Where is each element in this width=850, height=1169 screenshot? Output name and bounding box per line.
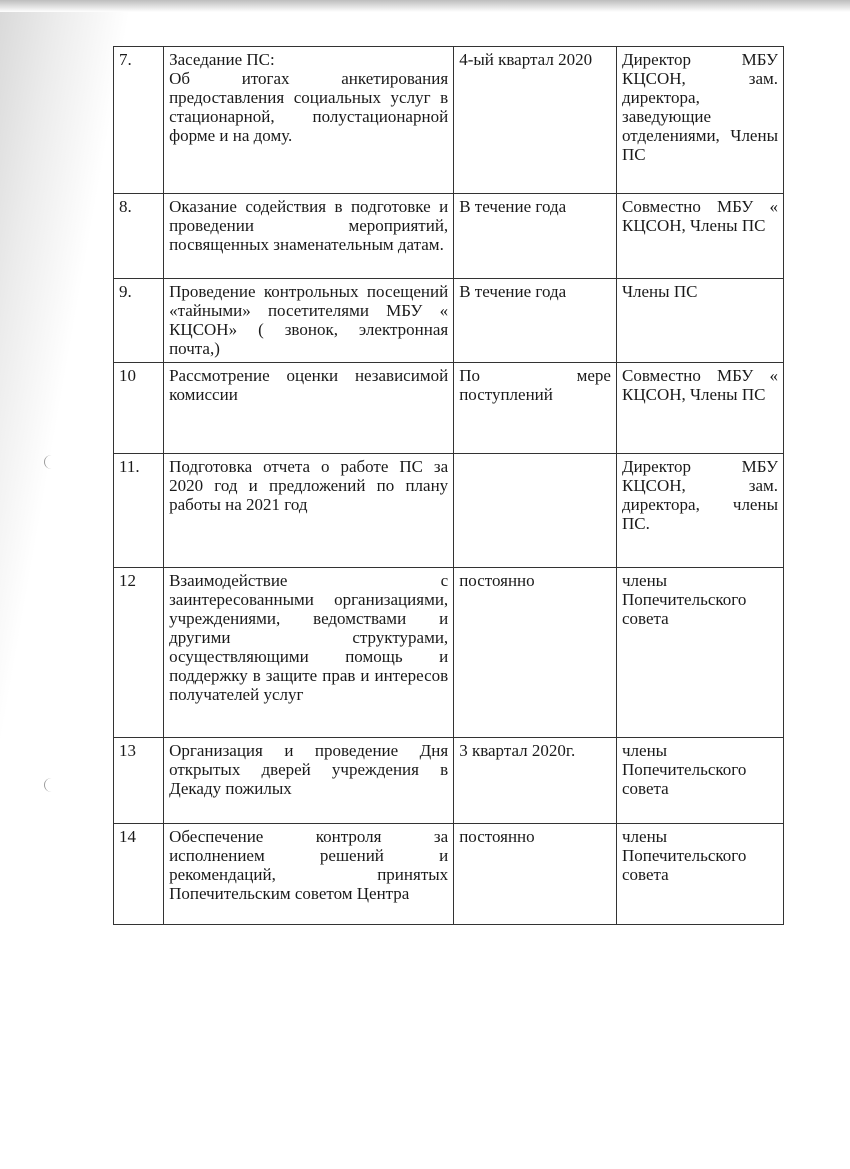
punch-hole-mark xyxy=(44,455,59,469)
table-row xyxy=(114,279,784,363)
table-row xyxy=(114,194,784,279)
term-cell: постоянно xyxy=(454,568,617,738)
event-cell: Обеспечение контроля за исполнением решений и рекомендаций, принятых Попечительским советом Центра xyxy=(164,824,454,925)
term-cell: В течение года xyxy=(454,194,617,279)
term-cell: 4-ый квартал 2020 xyxy=(454,47,617,194)
row-number: 12 xyxy=(114,568,164,738)
table-row xyxy=(114,47,784,194)
event-cell: Организация и проведение Дня открытых дверей учреждения в Декаду пожилых xyxy=(164,738,454,824)
event-cell: Проведение контрольных посещений «тайными» посетителями МБУ « КЦСОН» ( звонок, электронная почта,) xyxy=(164,279,454,363)
responsible-cell: Директор МБУ КЦСОН, зам. директора, заведующие отделениями, Члены ПС xyxy=(616,47,783,194)
page-top-shadow xyxy=(0,0,850,12)
term-cell: По мере поступлений xyxy=(454,363,617,454)
row-number: 13 xyxy=(114,738,164,824)
responsible-cell: Совместно МБУ « КЦСОН, Члены ПС xyxy=(616,194,783,279)
term-cell: В течение года xyxy=(454,279,617,363)
plan-table xyxy=(113,46,784,925)
responsible-cell: Члены ПС xyxy=(616,279,783,363)
row-number: 10 xyxy=(114,363,164,454)
punch-hole-mark xyxy=(44,778,59,792)
row-number: 9. xyxy=(114,279,164,363)
table-row xyxy=(114,454,784,568)
responsible-cell: члены Попечительского совета xyxy=(616,568,783,738)
event-cell: Заседание ПС: Об итогах анкетирования предоставления социальных услуг в стационарной, полустационарной форме и на дому. xyxy=(164,47,454,194)
table-row xyxy=(114,824,784,925)
event-cell: Подготовка отчета о работе ПС за 2020 год и предложений по плану работы на 2021 год xyxy=(164,454,454,568)
responsible-cell: члены Попечительского совета xyxy=(616,738,783,824)
responsible-cell: Совместно МБУ « КЦСОН, Члены ПС xyxy=(616,363,783,454)
row-number: 11. xyxy=(114,454,164,568)
responsible-cell: Директор МБУ КЦСОН, зам. директора, члены ПС. xyxy=(616,454,783,568)
row-number: 8. xyxy=(114,194,164,279)
term-cell: 3 квартал 2020г. xyxy=(454,738,617,824)
row-number: 7. xyxy=(114,47,164,194)
event-cell: Рассмотрение оценки независимой комиссии xyxy=(164,363,454,454)
table-row xyxy=(114,568,784,738)
term-cell xyxy=(454,454,617,568)
responsible-cell: члены Попечительского совета xyxy=(616,824,783,925)
row-number: 14 xyxy=(114,824,164,925)
term-cell: постоянно xyxy=(454,824,617,925)
event-cell: Взаимодействие с заинтересованными организациями, учреждениями, ведомствами и другими структурами, осуществляющими помощь и поддержку в защите прав и интересов получателей услуг xyxy=(164,568,454,738)
table-row xyxy=(114,738,784,824)
event-cell: Оказание содействия в подготовке и проведении мероприятий, посвященных знаменательным датам. xyxy=(164,194,454,279)
table-row xyxy=(114,363,784,454)
